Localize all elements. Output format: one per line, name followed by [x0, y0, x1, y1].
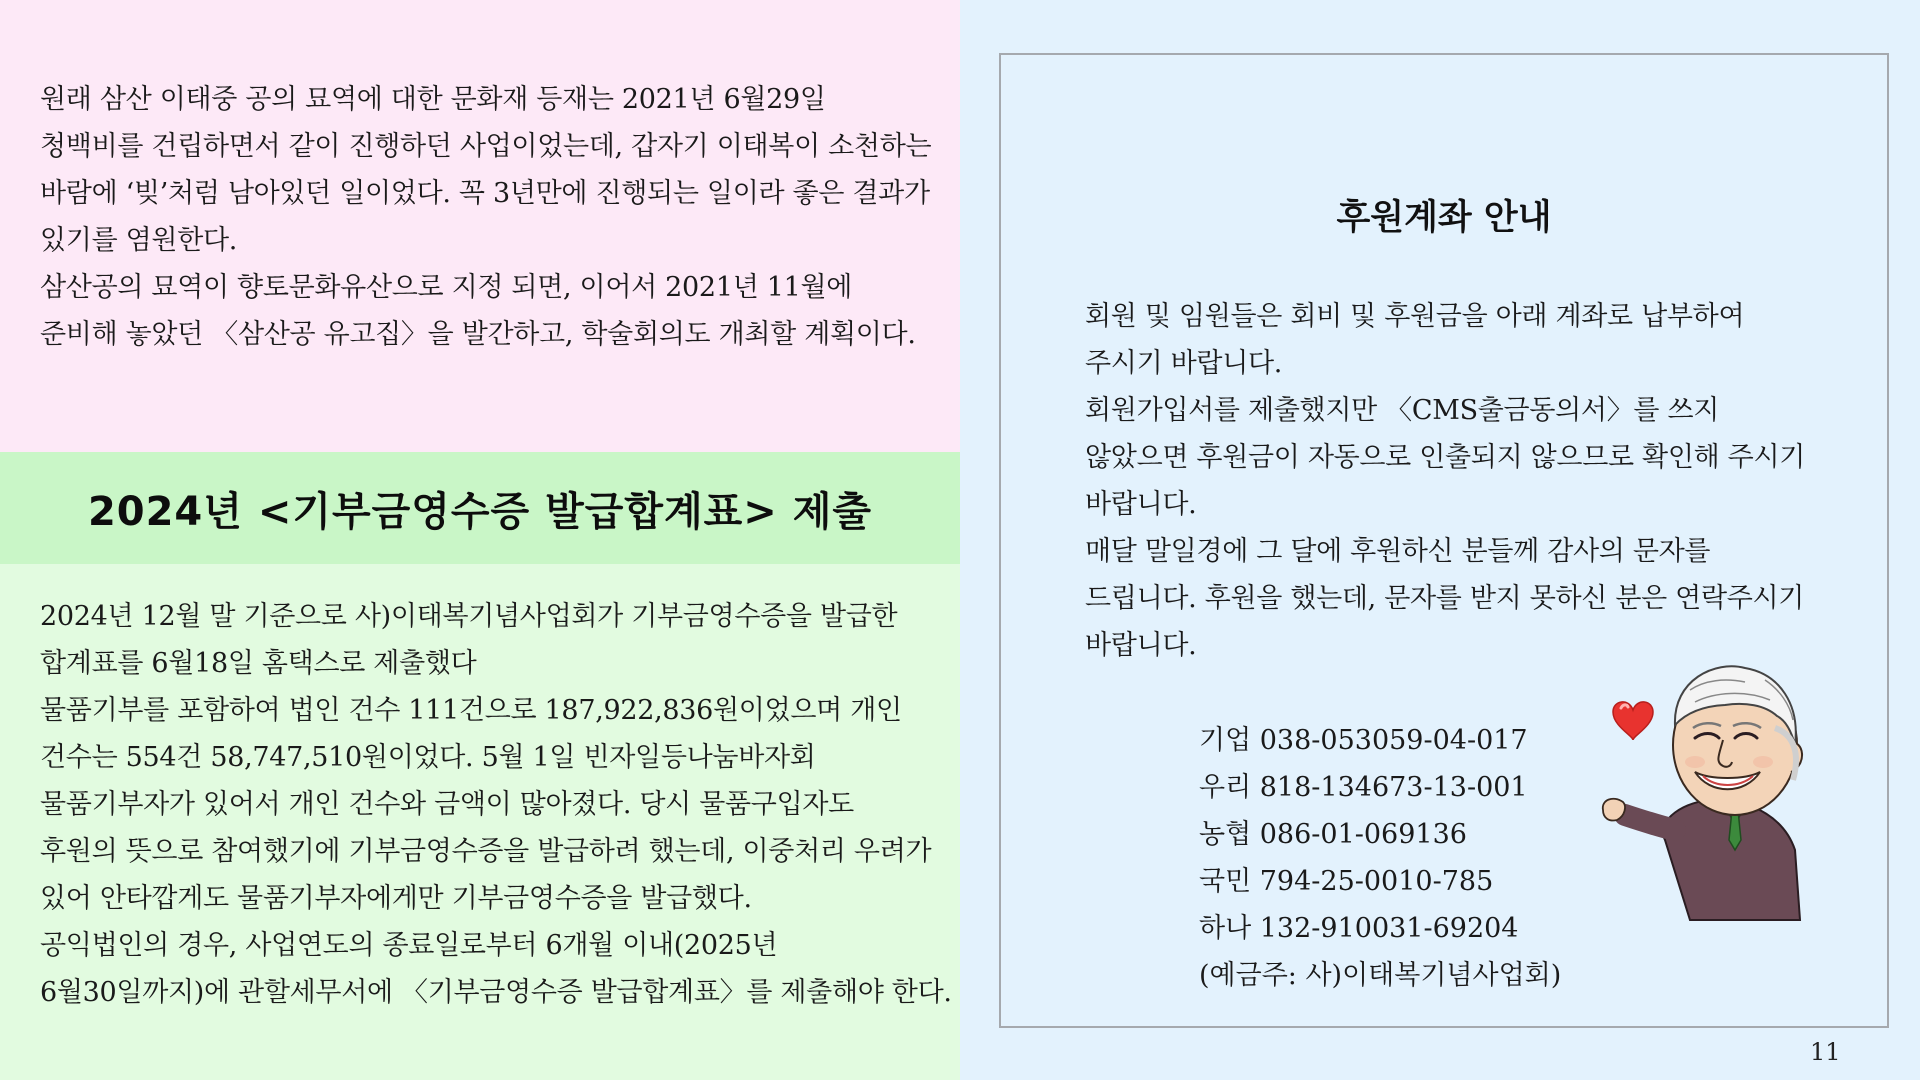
intro-line: 바람에 ‘빚’처럼 남아있던 일이었다. 꼭 3년만에 진행되는 일이라 좋은 결과가: [40, 178, 930, 209]
caricature-illustration: [1595, 650, 1825, 930]
receipt-line: 6월30일까지)에 관할세무서에 〈기부금영수증 발급합계표〉를 제출해야 한다.: [40, 977, 952, 1008]
sponsor-line: 바랍니다.: [1085, 489, 1197, 520]
receipt-line: 공익법인의 경우, 사업연도의 종료일로부터 6개월 이내(2025년: [40, 930, 778, 961]
account-item: 국민 794-25-0010-785: [1199, 866, 1494, 897]
sponsor-line: 매달 말일경에 그 달에 후원하신 분들께 감사의 문자를: [1085, 536, 1711, 567]
intro-line: 있기를 염원한다.: [40, 225, 238, 256]
receipt-line: 물품기부를 포함하여 법인 건수 111건으로 187,922,836원이었으며 개인: [40, 695, 902, 726]
account-holder: (예금주: 사)이태복기념사업회): [1199, 960, 1562, 991]
receipt-line: 합계표를 6월18일 홈택스로 제출했다: [40, 648, 477, 679]
intro-line: 원래 삼산 이태중 공의 묘역에 대한 문화재 등재는 2021년 6월29일: [40, 84, 826, 115]
account-list: [1199, 717, 1561, 999]
sponsor-line: 회원 및 임원들은 회비 및 후원금을 아래 계좌로 납부하여: [1085, 301, 1745, 332]
intro-line: 준비해 놓았던 〈삼산공 유고집〉을 발간하고, 학술회의도 개최할 계획이다.: [40, 319, 916, 350]
receipt-line: 2024년 12월 말 기준으로 사)이태복기념사업회가 기부금영수증을 발급한: [40, 601, 898, 632]
intro-text: [40, 76, 940, 358]
receipt-text: [40, 593, 952, 1016]
section-heading: 2024년 <기부금영수증 발급합계표> 제출: [87, 488, 873, 535]
intro-line: 청백비를 건립하면서 같이 진행하던 사업이었는데, 갑자기 이태복이 소천하는: [40, 131, 932, 162]
account-item: 우리 818-134673-13-001: [1199, 772, 1528, 803]
sponsor-box-title: 후원계좌 안내: [1336, 198, 1552, 238]
receipt-line: 물품기부자가 있어서 개인 건수와 금액이 많아졌다. 당시 물품구입자도: [40, 789, 854, 820]
receipt-line: 건수는 554건 58,747,510원이었다. 5월 1일 빈자일등나눔바자회: [40, 742, 816, 773]
page-number: 11: [1810, 1038, 1841, 1066]
sponsor-line: 드립니다. 후원을 했는데, 문자를 받지 못하신 분은 연락주시기: [1085, 583, 1805, 614]
account-item: 기업 038-053059-04-017: [1199, 725, 1528, 756]
sponsor-line: 회원가입서를 제출했지만 〈CMS출금동의서〉를 쓰지: [1085, 395, 1720, 426]
account-item: 하나 132-910031-69204: [1199, 913, 1519, 944]
receipt-line: 있어 안타깝게도 물품기부자에게만 기부금영수증을 발급했다.: [40, 883, 752, 914]
sponsor-line: 주시기 바랍니다.: [1085, 348, 1283, 379]
receipt-line: 후원의 뜻으로 참여했기에 기부금영수증을 발급하려 했는데, 이중처리 우려가: [40, 836, 932, 867]
account-item: 농협 086-01-069136: [1199, 819, 1467, 850]
sponsor-line: 바랍니다.: [1085, 630, 1197, 661]
sponsor-line: 않았으면 후원금이 자동으로 인출되지 않으므로 확인해 주시기: [1085, 442, 1806, 473]
sponsor-box-text: [1085, 293, 1885, 669]
intro-line: 삼산공의 묘역이 향토문화유산으로 지정 되면, 이어서 2021년 11월에: [40, 272, 853, 303]
heart-icon: [1613, 702, 1653, 740]
